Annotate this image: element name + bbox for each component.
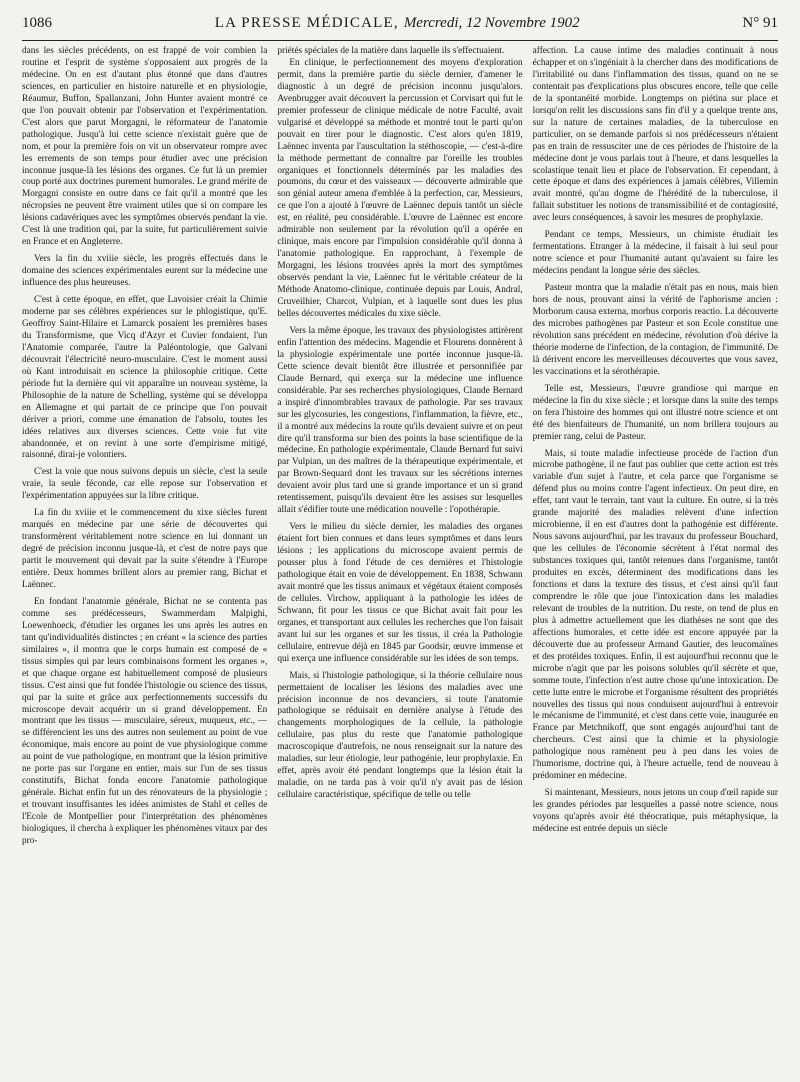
- paragraph: Pendant ce temps, Messieurs, un chimiste étudiait les fermentations. Etranger à la médecine, il faisait à lui seul pour notre science et pour l'humanité autant qu'avaient su faire les médecins pendant la longue série des siècles.: [532, 230, 778, 277]
- column-1: [22, 46, 267, 1072]
- issue-number: N° 91: [742, 14, 778, 31]
- masthead: [215, 15, 580, 32]
- column-3: [533, 46, 778, 1072]
- paragraph: Pasteur montra que la maladie n'était pas en nous, mais bien hors de nous, prouvant ainsi la vérité de l'aphorisme ancien : Morborum causa externa, morbus corporis reactio. La découverte des microbes pathogènes par Pasteur et son Ecole constitue une révolution sans précédent en médecine, révolution d'où dérive la théorie moderne de l'infection, de la contagion, de l'immunité. De là dérivent encore les merveilleuses découvertes que vous savez, les vaccinations et la sérothérapie.: [532, 283, 778, 377]
- paragraph: Mais, si l'histologie pathologique, si la théorie cellulaire nous permettaient de localiser les lésions des maladies avec une précision inconnue de nos devanciers, si toute l'anatomie pathologique se réduisait en dernière analyse à l'étude des changements morphologiques de la cellule, la pathologie cellulaire, pas plus du reste que l'anatomie pathologique macroscopique d'autrefois, ne nous renseignait sur la nature des maladies, sur leur étiologie, leur pathogénie, leur prophylaxie. En effet, après avoir été pendant longtemps que la lésion était la maladie, on ne tarda pas à voir qu'il n'y avait pas de lésion cellulaire caractéristique, spécifique de telle ou telle: [277, 670, 523, 801]
- paragraph: priétés spéciales de la matière dans laquelle ils s'effectuaient.: [277, 46, 505, 56]
- column-2: [277, 46, 522, 1072]
- paragraph: En clinique, le perfectionnement des moyens d'exploration permit, dans la première partie du siècle dernier, d'amener le diagnostic à un degré de précision inconnu jusqu'alors. Avenbrugger avait découvert la percussion et Corvisart qui fut le premier professeur de clinique médicale de notre Faculté, avait vulgarisé et développé sa méthode et montré tout le parti qu'on pouvait en tirer pour le diagnostic. C'est alors qu'en 1819, Laënnec inventa par l'auscultation la stéthoscopie, — c'est-à-dire la méthode permettant de connaître par l'oreille les troubles organiques et fonctionnels déterminés par les maladies des poumons, du cœur et des vaisseaux — découverte admirable que son génial auteur amena d'emblée à la perfection, car, Messieurs, ce que l'on a ajouté à l'œuvre de Laënnec depuis tantôt un siècle est, en réalité, peu considérable. L'œuvre de Laënnec est encore admirable non seulement par la révolution qu'il a opérée en clinique, mais encore par l'impulsion considérable qu'il donna à l'anatomie pathologique. En rapprochant, à l'exemple de Morgagni, les lésions trouvées après la mort des symptômes observés pendant la vie, Laënnec fut le véritable créateur de la Méthode Anatomo-clinique, continuée depuis par Louis, Andral, Cruveilhier, Charcot, Vulpian, et à laquelle sont dues les plus belles découvertes médicales du xixe siècle.: [277, 57, 523, 319]
- paragraph: affection. La cause intime des maladies continuait à nous échapper et on s'ingéniait à la chercher dans des modifications de l'irritabilité ou dans l'inflammation des tissus, quand on ne se contentait pas d'explications plus obscures encore, telle que celle de la spontanéité morbide. Longtemps on piétina sur place et lorsqu'on relit les discussions sans fin d'il y a quelque trente ans, sur la nature de certaines maladies, de la tuberculose en particulier, on se demande parfois si nos prédécesseurs n'étaient pas en train de ressusciter une de ces périodes de l'histoire de la médecine dont je vous parlais tout à l'heure, et dans lesquelles la scolastique tenait lieu et place de l'observation. Et cependant, à cette époque et dans des expériences à jamais célèbres, Villemin avait montré, qu'au dogme de l'hérédité de la tuberculose, il fallait substituer les notions de transmissibilité et de contagiosité, avec leurs conséquences, à savoir les mesures de prophylaxie.: [532, 46, 778, 224]
- paragraph: Mais, si toute maladie infectieuse procède de l'action d'un microbe pathogène, il ne faut pas oublier que cette action est très variable d'un sujet à l'autre, et cela parce que l'organisme se défend plus ou moins contre l'agent infectieux. On peut dire, en effet, tant vaut le terrain, tant vaut la culture. En outre, si la très grande majorité des maladies relèvent d'une infection microbienne, il en est d'autres dont la pathogénie est différente. Nous savons aujourd'hui, par les travaux du professeur Bouchard, que les cellules de l'économie sécrètent à l'état normal des substances toxiques qui, tantôt retenues dans l'organisme, tantôt produites en excès, déterminent des modifications dans les fonctions et dans la texture des tissus, et c'est ainsi qu'il faut comprendre le rôle que joue l'intoxication dans les maladies relevant de troubles de la nutrition. Du reste, on tend de plus en plus à admettre actuellement que les diathèses ne sont que des affections humorales, et cette idée est encore appuyée par la découverte due au professeur Armand Gautier, des leucomaïnes et des protéides toxiques. Enfin, il est aujourd'hui reconnu que le microbe n'agit que par les poisons solubles qu'il sécrète et que, somme toute, l'infection n'est autre chose qu'une intoxication. De cette lutte entre le microbe et l'organisme résultent des propriétés nouvelles des tissus qui nous conduisent aujourd'hui à entrevoir le mécanisme de l'immunité, et c'est dans cette voie, inaugurée en France par Metchnikoff, que sont engagés aujourd'hui tant de chercheurs. C'est ainsi que la chimie et la physiologie pathologique nous ramènent peu à peu dans les voies de l'humorisme, doctrine qui, à l'heure actuelle, tend de nouveau à prédominer en médecine.: [532, 448, 778, 782]
- paragraph: Telle est, Messieurs, l'œuvre grandiose qui marque en médecine la fin du xixe siècle ; et lorsque dans la suite des temps on fera l'histoire des hommes qui ont illustré notre science et ont été des bienfaiteurs de l'humanité, un nom brillera toujours au premier rang, celui de Pasteur.: [532, 383, 778, 442]
- page-header: [22, 10, 778, 36]
- paragraph: Si maintenant, Messieurs, nous jetons un coup d'œil rapide sur les grandes périodes par lesquelles a passé notre science, nous voyons qu'après avoir été théocratique, puis métaphysique, la médecine est entrée depuis un siècle: [532, 788, 778, 835]
- paragraph: Vers la fin du xviiie siècle, les progrès effectués dans le domaine des sciences expérimentales eurent sur la médecine une influence des plus heureuses.: [22, 254, 268, 289]
- paragraph: C'est à cette époque, en effet, que Lavoisier créait la Chimie moderne par ses célèbres expériences sur le phlogistique, qu'E. Geoffroy Saint-Hilaire et Lamarck posaient les premières bases du Transformisme, que Vicq d'Azyr et Cuvier fondaient, l'un l'Anatomie comparée, l'autre la Paléontologie, que Galvani découvrait l'électricité neuro-musculaire. C'est le moment aussi où Kant introduisait en science la philosophie critique. Cette période fut la dernière qui vit apparaître un nouveau système, la Philosophie de la nature de Schelling, système qui se développa en Allemagne et qui partait de ce principe que l'on pouvait dériver a priori, comme une émanation de l'absolu, toutes les idées relatives aux diverses sciences. Cette voie fut vite abandonnée, et on revint à une sorte d'empirisme mitigé, raisonné, dirai-je volontiers.: [22, 295, 268, 461]
- paragraph: Vers le milieu du siècle dernier, les maladies des organes étaient fort bien connues et dans leurs symptômes et dans leurs lésions ; les applications du microscope avaient permis de pousser plus à fond l'étude de ces dernières et l'histologie pathologique était en voie de développement. En 1838, Schwann avait montré que les tissus animaux et végétaux étaient composés de cellules. Virchow, appliquant à la pathologie les idées de Schwann, fit pour les tissus ce que Bichat avait fait pour les organes, et transportant aux cellules les recherches que l'on faisait avant lui sur les organes et sur les tissus, il créa la Pathologie cellulaire, entrevue déjà en 1845 par Goodsir, œuvre immense et qui exerça une influence considérable sur les idées de son temps.: [277, 522, 523, 664]
- paragraph: En fondant l'anatomie générale, Bichat ne se contenta pas comme ses prédécesseurs, Swammerdam Malpighi, Loewenhoeck, d'étudier les organes les uns après les autres en tant qu'individualités distinctes ; en créant « la science des parties similaires », il montra que le corps humain est composé de « tissus simples qui par leurs combinaisons forment les organes », et que chaque organe est habituellement composé de plusieurs tissus. C'est ainsi que fut fondée l'histologie ou science des tissus, qui par la suite et grâce aux perfectionnements successifs du microscope devait acquérir un si grand développement. En montrant que les tissus — musculaire, séreux, muqueux, etc., — se différencient les uns des autres non seulement au point de vue économique, mais encore au point de vue physiologique comme au point de vue pathologique, en montrant que la lésion primitive ne porte pas sur l'organe en entier, mais sur l'un de ses tissus constitutifs, Bichat fonda encore l'anatomie pathologique générale. Bichat enfin fut un des rénovateurs de la physiologie ; et trouvant insuffisantes les idées animistes de Stahl et celles de l'Ecole de Montpellier pour l'interprétation des phénomènes biologiques, il chercha à expliquer les phénomènes vitaux par des pro-: [22, 596, 268, 846]
- paragraph: La fin du xviiie et le commencement du xixe siècles furent marqués en médecine par une série de découvertes qui transformèrent véritablement notre science en lui donnant un degré de précision inconnu jusque-là, et c'est de notre pays que partit le mouvement qui devait par la suite s'étendre à l'Europe entière. Deux hommes brillent alors au premier rang, Bichat et Laënnec.: [22, 508, 268, 590]
- text-columns: [22, 46, 778, 1072]
- paragraph: C'est la voie que nous suivons depuis un siècle, c'est la seule vraie, la seule féconde, car elle repose sur l'observation et l'expérimentation appuyées sur la libre critique.: [22, 467, 268, 502]
- page-number: 1086: [22, 14, 52, 31]
- paragraph: dans les siècles précédents, on est frappé de voir combien la routine et l'esprit de système s'opposaient aux progrès de la médecine. On en est d'autant plus étonné que dans d'autres sciences, en particulier en histoire naturelle et en physiologie, Réaumur, Buffon, Spallanzani, John Hunter avaient montré ce que l'on pouvait obtenir par l'observation et l'expérimentation. C'est alors que parut Morgagni, le réformateur de l'anatomie pathologique. Jusqu'à lui cette science n'existait guère que de nom, et pour la première fois on vit un observateur rompre avec les errements de son temps pour étudier avec une précision inconnue jusque-là les lésions des organes. Ce fut là un premier coup porté aux doctrines purement humorales. Le grand mérite de Morgagni consiste en outre dans ce fait qu'il a montré que les nécropsies ne peuvent être vraiment utiles que si on compare les lésions cadavériques avec les symptômes observés pendant la vie. C'est là une tradition qui, par la suite, fut particulièrement suivie en France et en Angleterre.: [22, 46, 268, 248]
- journal-title: LA PRESSE MÉDICALE,: [214, 14, 399, 31]
- issue-date: Mercredi, 12 Novembre 1902: [403, 14, 580, 31]
- header-rule: [22, 40, 778, 41]
- paragraph: Vers la même époque, les travaux des physiologistes attirèrent enfin l'attention des médecins. Magendie et Flourens donnèrent à la physiologie expérimentale une portée inconnue jusque-là. Cette science devait bientôt être illustrée et personnifiée par Claude Bernard, qui exerça sur la médecine une influence considérable. Par ses recherches physiologiques, Claude Bernard a inspiré d'innombrables travaux de pathologie. Par ses travaux sur les glycosuries, les congestions, l'inflammation, la fièvre, etc., il a montré aux médecins la route qu'ils devaient suivre et on peut dire qu'il transforma sur bien des points la base scientifique de la médecine. En pathologie expérimentale, Claude Bernard fut suivi par Vulpian, un des maîtres de la thérapeutique expérimentale, et par Brown-Sequard dont les travaux sur les sécrétions internes devaient avoir plus tard une si grande importance et un si grand retentissement, puisqu'ils devaient être les assises sur lesquelles allait s'édifier toute une médication nouvelle : l'opothérapie.: [277, 325, 523, 516]
